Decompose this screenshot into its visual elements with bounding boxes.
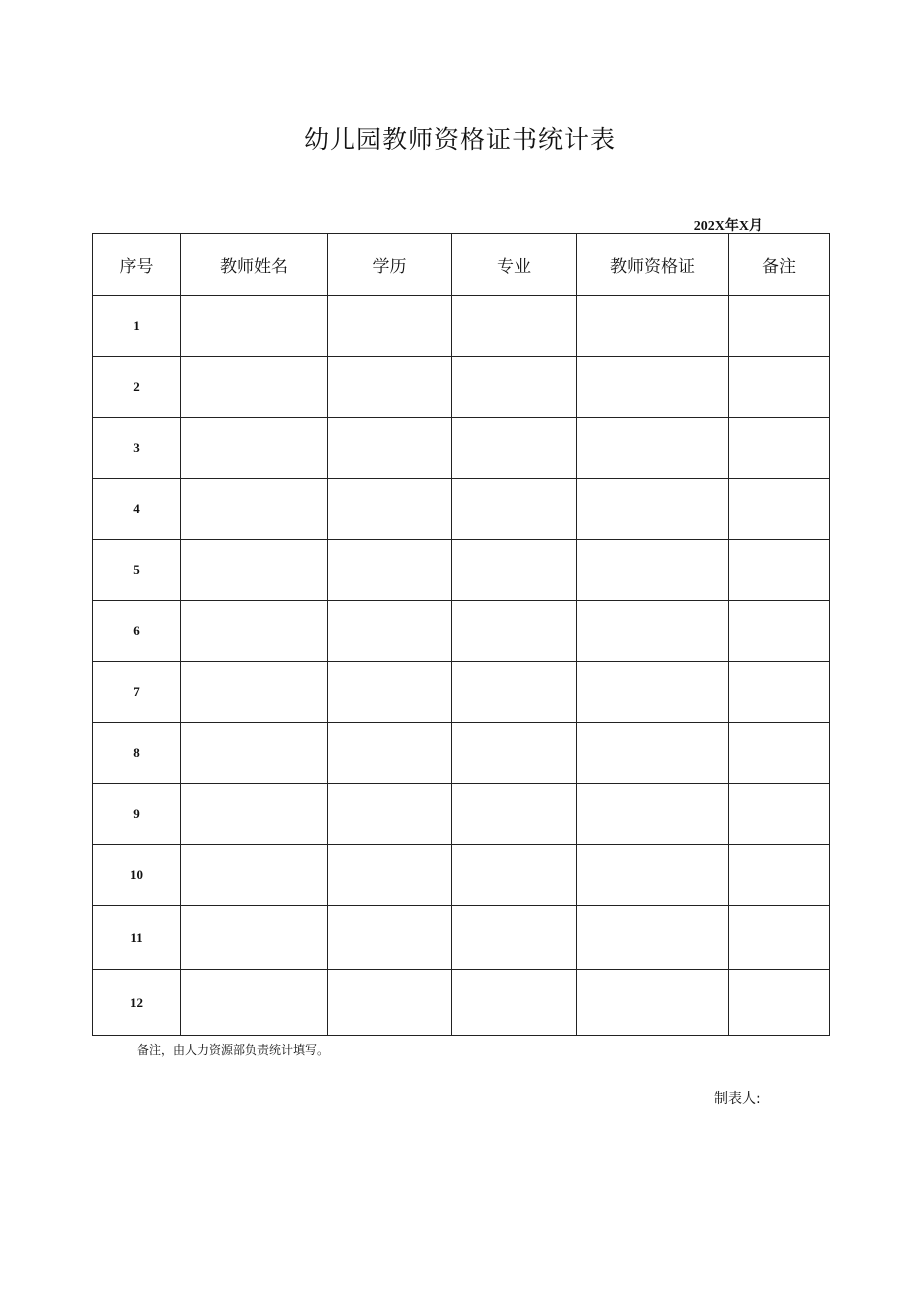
major-cell[interactable] <box>452 601 577 662</box>
major-cell[interactable] <box>452 357 577 418</box>
education-cell[interactable] <box>328 540 452 601</box>
certificate-table <box>92 233 830 1036</box>
table-row <box>93 479 830 540</box>
row-number: 12 <box>93 970 181 1036</box>
teacher-name-cell[interactable] <box>181 601 328 662</box>
table-row <box>93 970 830 1036</box>
row-number: 5 <box>93 540 181 601</box>
education-cell[interactable] <box>328 906 452 970</box>
table-row <box>93 906 830 970</box>
certificate-cell[interactable] <box>577 723 729 784</box>
teacher-name-cell[interactable] <box>181 662 328 723</box>
row-number: 11 <box>93 906 181 970</box>
remarks-cell[interactable] <box>729 540 830 601</box>
major-cell[interactable] <box>452 296 577 357</box>
major-cell[interactable] <box>452 540 577 601</box>
certificate-cell[interactable] <box>577 357 729 418</box>
table-header-row <box>93 234 830 296</box>
row-number: 3 <box>93 418 181 479</box>
table-row <box>93 601 830 662</box>
certificate-cell[interactable] <box>577 479 729 540</box>
education-cell[interactable] <box>328 296 452 357</box>
remarks-cell[interactable] <box>729 601 830 662</box>
table-row <box>93 723 830 784</box>
remarks-cell[interactable] <box>729 845 830 906</box>
teacher-name-cell[interactable] <box>181 418 328 479</box>
teacher-name-cell[interactable] <box>181 906 328 970</box>
certificate-cell[interactable] <box>577 784 729 845</box>
header-major: 专业 <box>452 234 577 296</box>
major-cell[interactable] <box>452 970 577 1036</box>
teacher-name-cell[interactable] <box>181 970 328 1036</box>
certificate-cell[interactable] <box>577 418 729 479</box>
table-row <box>93 418 830 479</box>
certificate-cell[interactable] <box>577 662 729 723</box>
education-cell[interactable] <box>328 784 452 845</box>
remarks-cell[interactable] <box>729 479 830 540</box>
education-cell[interactable] <box>328 418 452 479</box>
row-number: 9 <box>93 784 181 845</box>
education-cell[interactable] <box>328 601 452 662</box>
table-row <box>93 357 830 418</box>
teacher-name-cell[interactable] <box>181 479 328 540</box>
major-cell[interactable] <box>452 479 577 540</box>
education-cell[interactable] <box>328 845 452 906</box>
major-cell[interactable] <box>452 906 577 970</box>
major-cell[interactable] <box>452 723 577 784</box>
teacher-name-cell[interactable] <box>181 723 328 784</box>
row-number: 7 <box>93 662 181 723</box>
preparer-label: 制表人: <box>714 1091 761 1107</box>
teacher-name-cell[interactable] <box>181 357 328 418</box>
remarks-cell[interactable] <box>729 970 830 1036</box>
remarks-note: 备注，由人力资源部负责统计填写。 <box>137 1043 330 1057</box>
header-remarks: 备注 <box>729 234 830 296</box>
table-row <box>93 296 830 357</box>
certificate-cell[interactable] <box>577 296 729 357</box>
education-cell[interactable] <box>328 723 452 784</box>
remarks-cell[interactable] <box>729 906 830 970</box>
major-cell[interactable] <box>452 662 577 723</box>
certificate-cell[interactable] <box>577 540 729 601</box>
remarks-cell[interactable] <box>729 357 830 418</box>
teacher-name-cell[interactable] <box>181 296 328 357</box>
teacher-name-cell[interactable] <box>181 540 328 601</box>
education-cell[interactable] <box>328 479 452 540</box>
document-title: 幼儿园教师资格证书统计表 <box>303 125 616 154</box>
table-row <box>93 845 830 906</box>
header-serial-number: 序号 <box>93 234 181 296</box>
row-number: 10 <box>93 845 181 906</box>
certificate-cell[interactable] <box>577 845 729 906</box>
row-number: 1 <box>93 296 181 357</box>
table-row <box>93 784 830 845</box>
education-cell[interactable] <box>328 662 452 723</box>
teacher-name-cell[interactable] <box>181 845 328 906</box>
table-row <box>93 540 830 601</box>
remarks-cell[interactable] <box>729 723 830 784</box>
row-number: 2 <box>93 357 181 418</box>
teacher-name-cell[interactable] <box>181 784 328 845</box>
remarks-cell[interactable] <box>729 296 830 357</box>
document-date: 202X年X月 <box>693 219 763 234</box>
row-number: 8 <box>93 723 181 784</box>
certificate-cell[interactable] <box>577 906 729 970</box>
header-teacher-name: 教师姓名 <box>181 234 328 296</box>
major-cell[interactable] <box>452 418 577 479</box>
major-cell[interactable] <box>452 845 577 906</box>
row-number: 6 <box>93 601 181 662</box>
certificate-cell[interactable] <box>577 970 729 1036</box>
remarks-cell[interactable] <box>729 418 830 479</box>
table-row <box>93 662 830 723</box>
row-number: 4 <box>93 479 181 540</box>
major-cell[interactable] <box>452 784 577 845</box>
certificate-cell[interactable] <box>577 601 729 662</box>
remarks-cell[interactable] <box>729 784 830 845</box>
header-education: 学历 <box>328 234 452 296</box>
header-teacher-certificate: 教师资格证 <box>577 234 729 296</box>
remarks-cell[interactable] <box>729 662 830 723</box>
education-cell[interactable] <box>328 970 452 1036</box>
education-cell[interactable] <box>328 357 452 418</box>
